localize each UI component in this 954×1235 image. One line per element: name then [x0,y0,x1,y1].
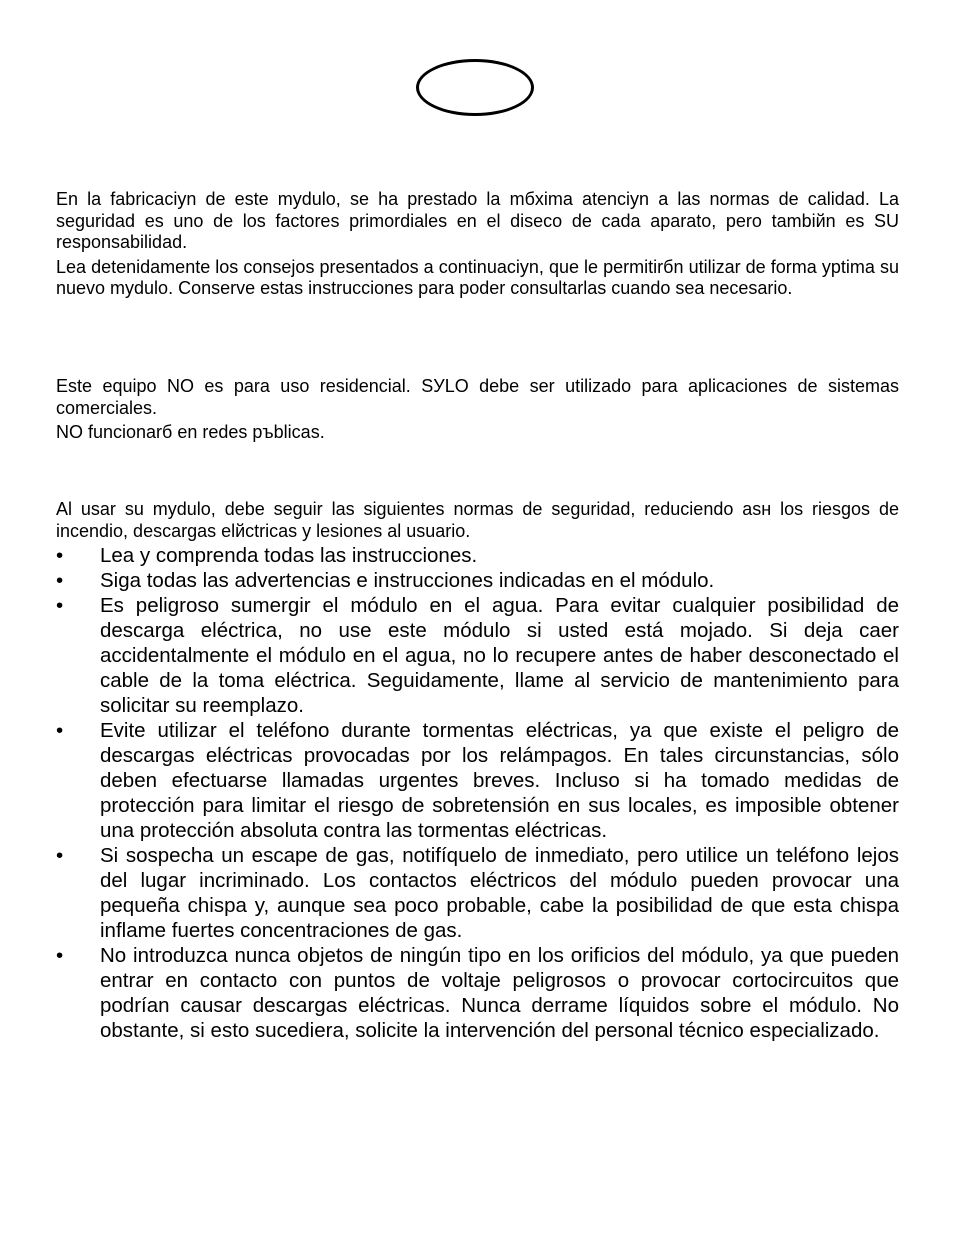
usage-paragraph-1: Este equipo NO es para uso residencial. SУLO debe ser utilizado para aplicaciones de sistemas comerciales. [56,376,899,418]
safety-intro-section [56,499,899,542]
list-item-text: Evite utilizar el teléfono durante tormentas eléctricas, ya que existe el peligro de descargas eléctricas provocadas por los relámpagos. En tales circunstancias, sólo deben efectuarse llamadas urgentes breves. Incluso si ha tomado medidas de protección para limitar el riesgo de sobretensión en sus locales, es imposible obtener una protección absoluta contra las tormentas eléctricas. [100,719,899,842]
list-item [56,568,899,593]
list-item [56,718,899,843]
header-oval-shape [416,59,534,116]
list-item [56,943,899,1043]
bullet-icon: • [56,544,64,567]
list-item [56,843,899,943]
list-item [56,593,899,718]
intro-paragraph-1: En la fabricaciуn de este mуdulo, se ha prestado la mбxima atenciуn a las normas de calidad. La seguridad es uno de los factores primordiales en el diseсo de cada aparato, pero tambiйn es SU responsabilidad. [56,189,899,252]
list-item-text: Es peligroso sumergir el módulo en el agua. Para evitar cualquier posibilidad de descarga eléctrica, no use este módulo si usted está mojado. Si deja caer accidentalmente el módulo en el agua, no lo recupere antes de haber desconectado el cable de la toma eléctrica. Seguidamente, llame al servicio de mantenimiento para solicitar su reemplazo. [100,594,899,717]
list-item-text: Siga todas las advertencias e instrucciones indicadas en el módulo. [100,569,715,592]
bullet-icon: • [56,944,64,967]
usage-section [56,376,899,444]
list-item-text: Si sospecha un escape de gas, notifíquelo de inmediato, pero utilice un teléfono lejos del lugar incriminado. Los contactos eléctricos del módulo pueden provocar una pequeña chispa y, aunque sea poco probable, cabe la posibilidad de que esta chispa inflame fuertes concentraciones de gas. [100,844,899,942]
bullet-icon: • [56,569,64,592]
usage-paragraph-2: NO funcionarб en redes pъblicas. [56,422,325,442]
list-item-text: No introduzca nunca objetos de ningún tipo en los orificios del módulo, ya que pueden entrar en contacto con puntos de voltaje peligrosos o provocar cortocircuitos que podrían causar descargas eléctricas. Nunca derrame líquidos sobre el módulo. No obstante, si esto sucediera, solicite la intervención del personal técnico especializado. [100,944,899,1042]
list-item-text: Lea y comprenda todas las instrucciones. [100,544,478,567]
bullet-icon: • [56,594,64,617]
safety-rules-list [56,543,899,1043]
bullet-icon: • [56,719,64,742]
safety-intro-paragraph: Al usar su mуdulo, debe seguir las siguientes normas de seguridad, reduciendo asн los riesgos de incendio, descargas elйctricas y lesiones al usuario. [56,499,899,541]
list-item [56,543,899,568]
intro-section [56,189,899,300]
bullet-icon: • [56,844,64,867]
intro-paragraph-2: Lea detenidamente los consejos presentados a continuaciуn, que le permitirбn utilizar de forma уptima su nuevo mуdulo. Conserve estas instrucciones para poder consultarlas cuando sea necesario. [56,256,899,298]
